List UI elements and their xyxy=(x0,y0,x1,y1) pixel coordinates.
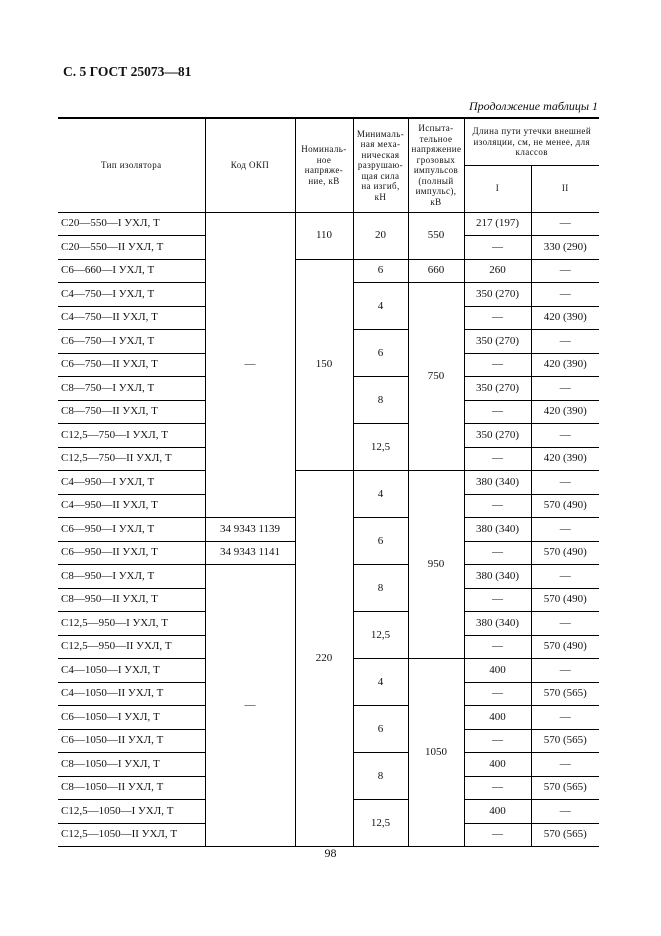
table-continuation-caption: Продолжение таблицы 1 xyxy=(468,99,598,113)
cell-insulator-type: С4—1050—I УХЛ, Т xyxy=(58,659,205,683)
cell-creepage-class-2: — xyxy=(531,518,599,542)
cell-bending-force: 20 xyxy=(353,212,408,259)
cell-creepage-class-1: 400 xyxy=(464,800,531,824)
table-row xyxy=(58,212,599,236)
cell-insulator-type: С4—1050—II УХЛ, Т xyxy=(58,682,205,706)
cell-creepage-class-2: — xyxy=(531,330,599,354)
cell-bending-force: 12,5 xyxy=(353,800,408,847)
cell-creepage-class-1: 260 xyxy=(464,259,531,283)
cell-creepage-class-1: 350 (270) xyxy=(464,283,531,307)
cell-creepage-class-1: — xyxy=(464,682,531,706)
cell-creepage-class-2: — xyxy=(531,753,599,777)
cell-bending-force: 4 xyxy=(353,659,408,706)
cell-creepage-class-1: 400 xyxy=(464,753,531,777)
table-row xyxy=(58,471,599,495)
cell-creepage-class-1: — xyxy=(464,236,531,260)
cell-creepage-class-2: 420 (390) xyxy=(531,353,599,377)
cell-creepage-class-2: 570 (565) xyxy=(531,823,599,847)
cell-creepage-class-1: — xyxy=(464,635,531,659)
cell-creepage-class-1: — xyxy=(464,353,531,377)
cell-okp-code: — xyxy=(205,565,295,847)
cell-insulator-type: С6—750—I УХЛ, Т xyxy=(58,330,205,354)
cell-insulator-type: С4—750—I УХЛ, Т xyxy=(58,283,205,307)
cell-creepage-class-1: 380 (340) xyxy=(464,612,531,636)
cell-creepage-class-2: 570 (490) xyxy=(531,541,599,565)
table-row xyxy=(58,259,599,283)
cell-creepage-class-2: 570 (490) xyxy=(531,635,599,659)
col-header-okp: Код ОКП xyxy=(205,118,295,212)
cell-creepage-class-2: — xyxy=(531,424,599,448)
cell-insulator-type: С8—950—II УХЛ, Т xyxy=(58,588,205,612)
cell-creepage-class-2: — xyxy=(531,283,599,307)
cell-bending-force: 4 xyxy=(353,471,408,518)
cell-insulator-type: С6—950—I УХЛ, Т xyxy=(58,518,205,542)
cell-creepage-class-1: — xyxy=(464,541,531,565)
cell-creepage-class-1: — xyxy=(464,494,531,518)
cell-bending-force: 6 xyxy=(353,706,408,753)
cell-creepage-class-1: 380 (340) xyxy=(464,518,531,542)
cell-creepage-class-2: 570 (565) xyxy=(531,682,599,706)
cell-creepage-class-2: 570 (565) xyxy=(531,729,599,753)
cell-bending-force: 4 xyxy=(353,283,408,330)
cell-test-voltage: 750 xyxy=(408,283,464,471)
cell-creepage-class-1: 350 (270) xyxy=(464,377,531,401)
cell-creepage-class-1: 217 (197) xyxy=(464,212,531,236)
cell-creepage-class-1: — xyxy=(464,400,531,424)
cell-test-voltage: 950 xyxy=(408,471,464,659)
cell-creepage-class-2: 420 (390) xyxy=(531,447,599,471)
cell-insulator-type: С20—550—I УХЛ, Т xyxy=(58,212,205,236)
cell-creepage-class-2: — xyxy=(531,471,599,495)
cell-okp-code: 34 9343 1141 xyxy=(205,541,295,565)
cell-creepage-class-1: 350 (270) xyxy=(464,330,531,354)
cell-bending-force: 12,5 xyxy=(353,424,408,471)
col-header-test-voltage: Испыта-тельное напряжение грозовых импульсов (полный импульс), кВ xyxy=(408,118,464,212)
col-header-voltage: Номиналь-ное напряже-ние, кВ xyxy=(295,118,353,212)
cell-insulator-type: С12,5—950—I УХЛ, Т xyxy=(58,612,205,636)
col-header-class-1: I xyxy=(464,165,531,212)
cell-creepage-class-1: — xyxy=(464,776,531,800)
cell-insulator-type: С6—660—I УХЛ, Т xyxy=(58,259,205,283)
col-header-creepage: Длина пути утечки внешней изоляции, см, не менее, для классов xyxy=(464,118,599,165)
cell-creepage-class-2: — xyxy=(531,377,599,401)
cell-insulator-type: С6—750—II УХЛ, Т xyxy=(58,353,205,377)
cell-insulator-type: С12,5—950—II УХЛ, Т xyxy=(58,635,205,659)
cell-insulator-type: С12,5—750—II УХЛ, Т xyxy=(58,447,205,471)
cell-insulator-type: С8—750—II УХЛ, Т xyxy=(58,400,205,424)
cell-bending-force: 8 xyxy=(353,753,408,800)
cell-insulator-type: С6—1050—I УХЛ, Т xyxy=(58,706,205,730)
cell-creepage-class-2: — xyxy=(531,659,599,683)
cell-nominal-voltage: 150 xyxy=(295,259,353,471)
cell-insulator-type: С4—750—II УХЛ, Т xyxy=(58,306,205,330)
cell-nominal-voltage: 110 xyxy=(295,212,353,259)
cell-creepage-class-1: 380 (340) xyxy=(464,471,531,495)
cell-insulator-type: С12,5—750—I УХЛ, Т xyxy=(58,424,205,448)
cell-insulator-type: С12,5—1050—II УХЛ, Т xyxy=(58,823,205,847)
cell-creepage-class-1: — xyxy=(464,729,531,753)
cell-creepage-class-2: — xyxy=(531,612,599,636)
cell-creepage-class-2: 570 (490) xyxy=(531,588,599,612)
cell-creepage-class-2: 420 (390) xyxy=(531,306,599,330)
cell-insulator-type: С8—1050—I УХЛ, Т xyxy=(58,753,205,777)
cell-creepage-class-1: 380 (340) xyxy=(464,565,531,589)
cell-insulator-type: С12,5—1050—I УХЛ, Т xyxy=(58,800,205,824)
cell-nominal-voltage: 220 xyxy=(295,471,353,847)
cell-creepage-class-2: — xyxy=(531,212,599,236)
cell-creepage-class-1: 350 (270) xyxy=(464,424,531,448)
cell-creepage-class-2: — xyxy=(531,706,599,730)
cell-creepage-class-1: — xyxy=(464,306,531,330)
cell-creepage-class-2: — xyxy=(531,259,599,283)
cell-insulator-type: С6—950—II УХЛ, Т xyxy=(58,541,205,565)
page-header: С. 5 ГОСТ 25073—81 xyxy=(63,64,192,79)
cell-insulator-type: С6—1050—II УХЛ, Т xyxy=(58,729,205,753)
cell-insulator-type: С8—950—I УХЛ, Т xyxy=(58,565,205,589)
cell-bending-force: 6 xyxy=(353,518,408,565)
cell-okp-code: — xyxy=(205,212,295,518)
cell-insulator-type: С8—1050—II УХЛ, Т xyxy=(58,776,205,800)
cell-creepage-class-2: 330 (290) xyxy=(531,236,599,260)
cell-creepage-class-1: — xyxy=(464,447,531,471)
cell-creepage-class-1: 400 xyxy=(464,659,531,683)
col-header-class-2: II xyxy=(531,165,599,212)
cell-bending-force: 12,5 xyxy=(353,612,408,659)
cell-insulator-type: С20—550—II УХЛ, Т xyxy=(58,236,205,260)
cell-okp-code: 34 9343 1139 xyxy=(205,518,295,542)
cell-bending-force: 8 xyxy=(353,565,408,612)
page-number: 98 xyxy=(324,846,337,860)
cell-creepage-class-2: — xyxy=(531,800,599,824)
cell-creepage-class-1: 400 xyxy=(464,706,531,730)
cell-creepage-class-2: — xyxy=(531,565,599,589)
col-header-force: Минималь-ная меха-ническая разрушаю-щая сила на изгиб, кН xyxy=(353,118,408,212)
cell-creepage-class-1: — xyxy=(464,588,531,612)
cell-bending-force: 6 xyxy=(353,330,408,377)
cell-creepage-class-2: 570 (565) xyxy=(531,776,599,800)
cell-bending-force: 6 xyxy=(353,259,408,283)
cell-creepage-class-1: — xyxy=(464,823,531,847)
col-header-type: Тип изолятора xyxy=(58,118,205,212)
cell-creepage-class-2: 420 (390) xyxy=(531,400,599,424)
cell-test-voltage: 1050 xyxy=(408,659,464,847)
insulator-table xyxy=(58,117,599,847)
cell-insulator-type: С8—750—I УХЛ, Т xyxy=(58,377,205,401)
cell-test-voltage: 660 xyxy=(408,259,464,283)
cell-creepage-class-2: 570 (490) xyxy=(531,494,599,518)
cell-insulator-type: С4—950—I УХЛ, Т xyxy=(58,471,205,495)
cell-insulator-type: С4—950—II УХЛ, Т xyxy=(58,494,205,518)
cell-bending-force: 8 xyxy=(353,377,408,424)
cell-test-voltage: 550 xyxy=(408,212,464,259)
